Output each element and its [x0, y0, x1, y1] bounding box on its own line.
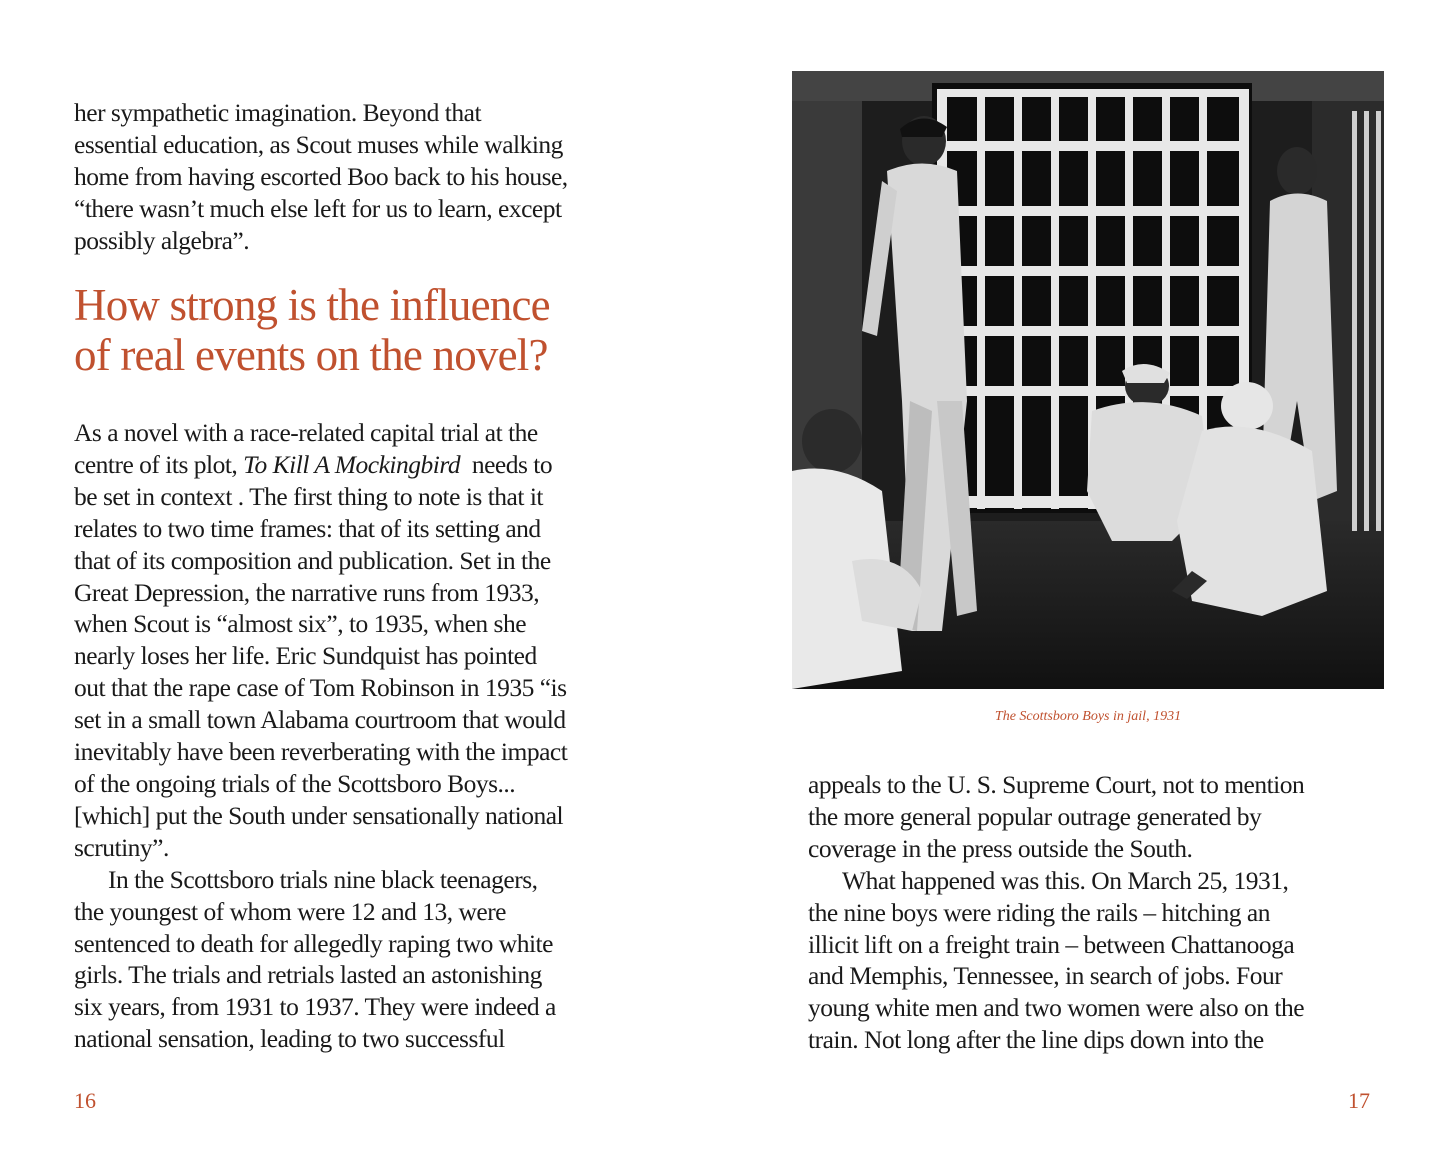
text-line: set in a small town Alabama courtroom that would — [74, 705, 566, 735]
text-line: young white men and two women were also on the — [808, 993, 1305, 1023]
text-line: Great Depression, the narrative runs from 1933, — [74, 577, 540, 607]
book-title: To Kill A Mockingbird — [243, 449, 461, 479]
text-line: of the ongoing trials of the Scottsboro Boys... — [74, 768, 516, 798]
text-segment: centre of its plot, — [74, 449, 244, 479]
text-line: relates to two time frames: that of its setting and — [74, 513, 541, 543]
text-line: appeals to the U. S. Supreme Court, not to mention — [808, 770, 1305, 799]
text-line: As a novel with a race-related capital trial at the — [74, 418, 538, 447]
page-number: 17 — [1348, 1088, 1370, 1113]
heading-line: How strong is the influence — [74, 280, 550, 330]
right-body — [808, 769, 1304, 1056]
jail-photograph — [792, 71, 1384, 689]
text-line: her sympathetic imagination. Beyond that — [74, 98, 482, 127]
text-line: “there wasn’t much else left for us to learn, except — [74, 193, 562, 223]
text-line: and Memphis, Tennessee, in search of jobs. Four — [808, 961, 1283, 991]
text-line: six years, from 1931 to 1937. They were indeed a — [74, 992, 556, 1022]
text-line: nearly loses her life. Eric Sundquist has pointed — [74, 641, 537, 671]
text-line: the more general popular outrage generated by — [808, 801, 1262, 831]
text-line: train. Not long after the line dips down into the — [808, 1025, 1264, 1055]
text-line: home from having escorted Boo back to his house, — [74, 161, 568, 191]
text-line: In the Scottsboro trials nine black teenagers, — [108, 864, 538, 894]
text-line: the nine boys were riding the rails – hitching an — [808, 897, 1271, 927]
text-line: inevitably have been reverberating with the impact — [74, 737, 568, 767]
section-body — [74, 417, 567, 1055]
text-line: out that the rape case of Tom Robinson in 1935 “is — [74, 673, 567, 703]
text-line: [which] put the South under sensationally national — [74, 800, 564, 830]
right-page — [722, 0, 1445, 1150]
photo-caption: The Scottsboro Boys in jail, 1931 — [994, 709, 1182, 724]
text-segment: needs to — [460, 449, 553, 479]
left-page — [0, 0, 722, 1150]
page-number: 16 — [74, 1088, 96, 1113]
heading-line: of real events on the novel? — [74, 330, 548, 380]
text-line: possibly algebra”. — [74, 225, 250, 255]
text-line: essential education, as Scout muses while walking — [74, 129, 563, 159]
text-line: that of its composition and publication. Set in the — [74, 545, 551, 575]
text-line: illicit lift on a freight train – between Chattanooga — [808, 929, 1295, 959]
text-line: be set in context . The first thing to note is that it — [74, 481, 543, 511]
text-line: the youngest of whom were 12 and 13, were — [74, 896, 507, 926]
text-line — [74, 449, 567, 481]
text-line: national sensation, leading to two successful — [74, 1024, 505, 1054]
text-line: What happened was this. On March 25, 1931, — [842, 865, 1289, 895]
text-line: scrutiny”. — [74, 832, 169, 862]
text-line: when Scout is “almost six”, to 1935, when she — [74, 609, 527, 639]
text-line: coverage in the press outside the South. — [808, 833, 1193, 863]
section-heading — [74, 280, 550, 380]
text-line: girls. The trials and retrials lasted an astonishing — [74, 960, 542, 990]
continued-paragraph — [74, 97, 568, 257]
photo-illustration — [792, 71, 1384, 689]
text-line: sentenced to death for allegedly raping two white — [74, 928, 553, 958]
